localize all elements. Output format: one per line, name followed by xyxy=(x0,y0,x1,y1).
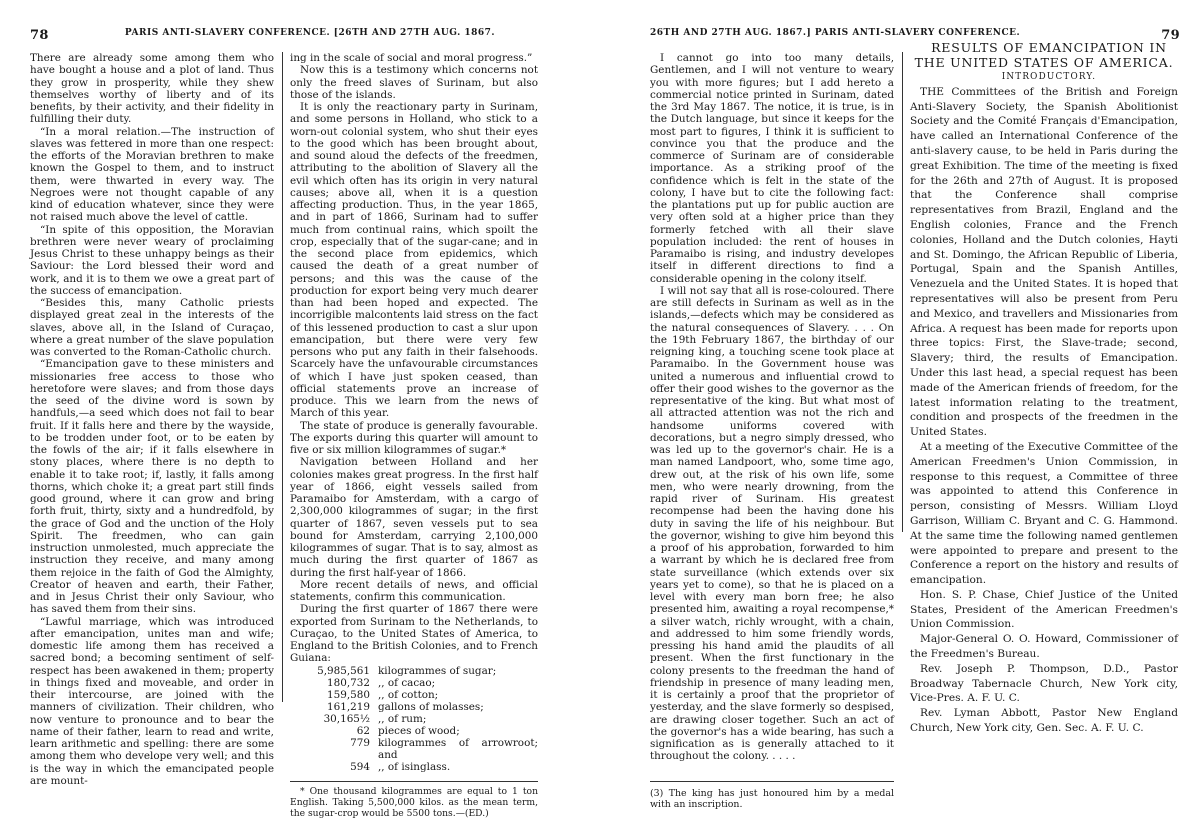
left-page-column-1 xyxy=(30,52,274,787)
paragraph: Rev. Lyman Abbott, Pastor New England Church, New York city, Gen. Sec. A. F. U. C. xyxy=(910,707,1178,735)
paragraph: “In a moral relation.—The instruction of slaves was fettered in more than one respect: the efforts of the Moravian brethren to make known the Gospel to them, and to instruct them, were thwarted in every way. The Negroes were not thought capable of any kind of education whatever, since they were not raised much above the level of cattle. xyxy=(30,125,274,224)
page-number: 78 xyxy=(30,28,49,43)
section-title: RESULTS OF EMANCIPATION IN THE UNITED STATES OF AMERICA. xyxy=(914,40,1174,70)
paragraph: During the first quarter of 1867 there were exported from Surinam to the Netherlands, to Curaçao, to the United States of America, to England to the British Colonies, and to French Guiana: xyxy=(290,603,538,665)
right-page-column-1 xyxy=(650,52,894,810)
section-subtitle: INTRODUCTORY. xyxy=(1001,72,1097,82)
table-row: 30,165½ ,, of rum; xyxy=(323,712,427,725)
column-divider xyxy=(282,52,283,702)
paragraph: Major-General O. O. Howard, Commissioner of the Freedmen's Bureau. xyxy=(910,633,1178,661)
paragraph: Rev. Joseph P. Thompson, D.D., Pastor Broadway Tabernacle Church, New York city, Vice-Pres. A. F. U. C. xyxy=(910,662,1178,705)
paragraph: More recent details of news, and official statements, confirm this communication. xyxy=(290,578,538,603)
paragraph: “In spite of this opposition, the Moravian brethren were never weary of proclaiming Jesus Christ to these unhappy beings as their Saviour: the Lord blessed their word and work, and it is to them we owe a great part of the success of emancipation. xyxy=(30,223,274,297)
paragraph: Hon. S. P. Chase, Chief Justice of the United States, President of the American Freedmen's Union Commission. xyxy=(910,588,1178,631)
column-divider xyxy=(902,52,903,532)
page-number: 79 xyxy=(1161,28,1180,43)
paragraph: I will not say that all is rose-coloured. There are still defects in Surinam as well as in the islands,—defects which may be considered as the natural consequences of Slavery. . . . On the 19th February 1867, the birthday of our reigning king, a touching scene took place at Paramaibo. In the Government house was united a numerous and influential crowd to offer their good wishes to the governor as the representative of the king. But what most of all attracted attention was not the rich and handsome uniforms covered with decorations, but a negro simply dressed, who was led up to the governor's chair. He is a man named Landpoort, who, some time ago, drew out, at the risk of his own life, some men, who were nearly drowning, from the rapid river of Surinam. His greatest recompense had been the having done his duty in saving the life of his neighbour. But the governor, wishing to give him beyond this a proof of his approbation, forwarded to him a warrant by which he is declared free from state surveillance (which extends over six years yet to come), so that he is placed on a level with every man born free; he also presented him, awaiting a royal recompense,* a silver watch, richly wrought, with a chain, and addressed to him some friendly words, pressing his hand amid the plaudits of all present. When the first functionary in the colony presents to the freedman the hand of friendship in presence of many leading men, it is certainly a proof that the proprietor of yesterday, and the slave formerly so despised, are drawing closer together. Such an act of the governor's has a wide bearing, has such a signification as is generally attached to it throughout the colony. . . . . xyxy=(650,284,894,763)
table-row: 594 ,, of isinglass. xyxy=(350,761,451,774)
paragraph: I cannot go into too many details, Gentlemen, and I will not venture to weary you with more figures; but I add hereto a commercial notice printed in Surinam, dated the 3rd May 1867. The notice, it is true, is in the Dutch language, but since it keeps for the most part to figures, I think it is sufficient to convince you that the produce and the commerce of Surinam are of considerable importance. As a striking proof of the confidence which is felt in the state of the colony, I have but to cite the following fact: the plantations put up for public auction are very often sold at a higher price than they formerly fetched with all their slave population included: the rent of houses in Paramaibo is rising, and industry developes itself in different directions to find a considerable opening in the colony itself. xyxy=(650,52,894,285)
paragraph: ing in the scale of social and moral progress.” xyxy=(290,52,533,64)
table-row: 161,219 gallons of molasses; xyxy=(327,700,484,713)
table-row: 779 kilogrammes of arrowroot; and xyxy=(350,737,538,762)
paragraph: It is only the reactionary party in Surinam, and some persons in Holland, who stick to a worn-out colonial system, who shut their eyes to the good which has been brought about, and sound aloud the defects of the freedmen, attributing to the abolition of Slavery all the evil which often has its origin in very natural causes; above all, when it is a question affecting production. Thus, in the year 1865, and in part of 1866, Surinam had to suffer much from continual rains, which spoilt the crop, especially that of the sugar-cane; and in the second place from epidemics, which caused the death of a great number of persons; and this was the cause of the production for export being very much dearer than had been hoped and expected. The incorrigible malcontents laid stress on the fact of this lessened production to cast a slur upon emancipation, but there were very few persons who put any faith in their falsehoods. Scarcely have the unfavourable circumstances of which I have just spoken ceased, than official statements prove an increase of produce. This we learn from the news of March of this year. xyxy=(290,101,538,420)
table-row: 5,985,561 kilogrammes of sugar; xyxy=(317,664,497,677)
right-page xyxy=(650,0,1180,810)
paragraph: At a meeting of the Executive Committee of the American Freedmen's Union Commission, in response to this request, a Committee of three was appointed to attend this Conference in person, consisting of Messrs. William Lloyd Garrison, William C. Bryant and C. G. Hammond. At the same time the following named gentlemen were appointed to prepare and present to the Conference a report on the history and results of emancipation. xyxy=(910,440,1178,587)
paragraph: Now this is a testimony which concerns not only the freed slaves of Surinam, but also those of the islands. xyxy=(290,64,538,101)
footnote-rule xyxy=(290,781,538,782)
footnote: (3) The king has just honoured him by a medal with an inscription. xyxy=(650,781,894,811)
exports-table xyxy=(290,665,538,774)
paragraph: There are already some among them who have bought a house and a plot of land. Thus they grow in prosperity, while they shew themselves worthy of liberty and of its benefits, by their activity, and their fidelity in fulfilling their duty. xyxy=(30,52,274,126)
left-page-column-2 xyxy=(290,52,538,819)
running-head: PARIS ANTI-SLAVERY CONFERENCE. [26TH AND 27TH AUG. 1867. xyxy=(124,28,496,38)
table-row: 62 pieces of wood; xyxy=(356,724,460,737)
paragraph: “Besides this, many Catholic priests displayed great zeal in the interests of the slaves, above all, in the Island of Curaçao, where a great number of the slave population was converted to the Roman-Catholic church. xyxy=(30,297,274,358)
right-page-column-2 xyxy=(910,40,1178,736)
left-page-header xyxy=(30,28,550,46)
left-page xyxy=(30,0,550,819)
footnote: * One thousand kilogrammes are equal to 1 ton English. Taking 5,500,000 kilos. as the mean term, the sugar-crop would be 5500 tons.—(ED.) xyxy=(290,786,538,819)
table-row: 159,580 ,, of cotton; xyxy=(327,688,439,701)
paragraph: THE Committees of the British and Foreign Anti-Slavery Society, the Spanish Abolitionist Society and the Comité Français d'Emancipation, have called an International Conference of the anti-slavery cause, to be held in Paris during the great Exhibition. The time of the meeting is fixed for the 26th and 27th of August. It is proposed that the Conference shall comprise representatives from Brazil, England and the English colonies, France and the French colonies, Holland and the Dutch colonies, Hayti and St. Domingo, the African Republic of Liberia, Portugal, Spain and the Spanish Antilles, Venezuela and the United States. It is hoped that representatives will also be present from Peru and Mexico, and travellers and Missionaries from Africa. A request has been made for reports upon three topics: First, the Slave-trade; second, Slavery; third, the results of Emancipation. Under this last head, a special request has been made of the American friends of freedom, for the latest information relating to the treatment, condition and prospects of the freedmen in the United States. xyxy=(910,85,1178,439)
paragraph: Navigation between Holland and her colonies makes great progress. In the first half year of 1866, eight vessels sailed from Paramaibo for Amsterdam, with a cargo of 2,300,000 kilogrammes of sugar; in the first quarter of 1867, seven vessels put to sea bound for Amsterdam, carrying 2,100,000 kilogrammes of sugar. That is to say, almost as much during the first quarter of 1867 as during the first half-year of 1866. xyxy=(290,456,538,579)
table-row: 180,732 ,, of cacao; xyxy=(327,676,436,689)
paragraph: The state of produce is generally favourable. The exports during this quarter will amount to five or six million kilogrammes of sugar.* xyxy=(290,419,538,456)
running-head: 26TH AND 27TH AUG. 1867.] PARIS ANTI-SLAVERY CONFERENCE. xyxy=(650,28,1021,38)
paragraph: “Emancipation gave to these ministers and missionaries free access to those who heretofore were slaves; and from those days the seed of the divine word is sown by handfuls,—a seed which does not fail to bear fruit. If it falls here and there by the wayside, to be trodden under foot, or to be eaten by the fowls of the air; if it falls elsewhere in stony places, where there is no depth to enable it to take root; if, lastly, it falls among thorns, which choke it; a great part still finds good ground, where it can grow and bring forth fruit, thirty, sixty and a hundredfold, by the grace of God and the unction of the Holy Spirit. The freedmen, who can gain instruction unmolested, much appreciate the instruction they receive, and many among them rejoice in the faith of God the Almighty, Creator of heaven and earth, their Father, and in Jesus Christ their only Saviour, who has saved them from their sins. xyxy=(30,358,274,616)
paragraph: “Lawful marriage, which was introduced after emancipation, unites man and wife; domestic life among them has received a sacred bond; a becoming sentiment of self-respect has been awakened in them; property in things fixed and moveable, and order in their intercourse, are joined with the manners of civilization. Their children, who now venture to pronounce and to bear the name of their father, learn to read and write, learn arithmetic and spelling: there are some among them who develope very well; and this is the way in which the emancipated people are mount- xyxy=(30,615,274,787)
